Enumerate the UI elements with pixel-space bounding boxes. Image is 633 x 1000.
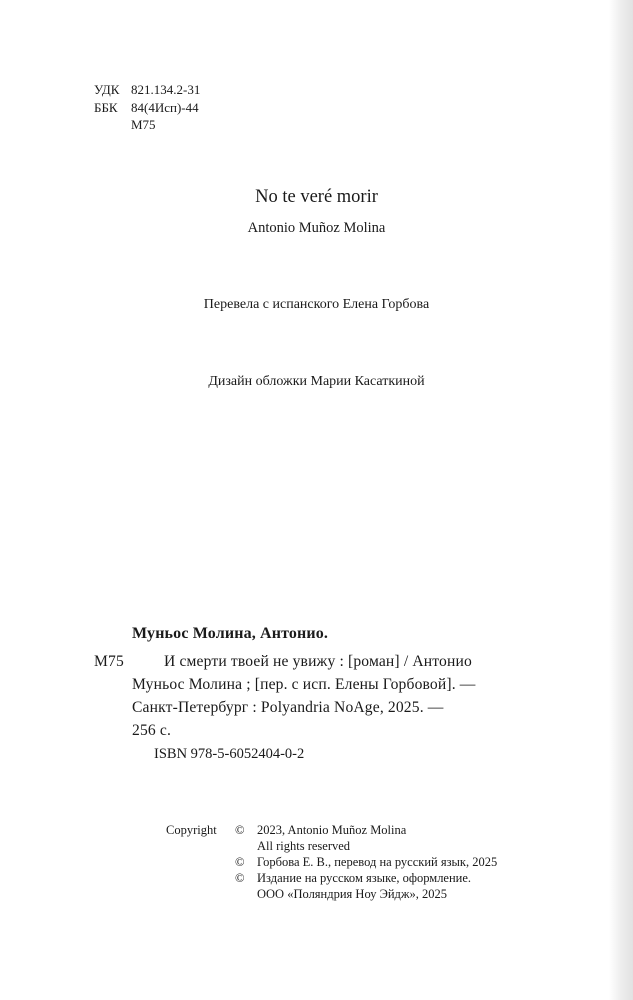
- copyright-text: Издание на русском языке, оформление.: [257, 871, 472, 885]
- author-mark-row: [94, 116, 200, 134]
- copyright-symbol: [235, 838, 257, 854]
- copyright-line: [235, 838, 497, 854]
- bbk-value: 84(4Исп)-44: [131, 99, 199, 115]
- copyright-line: [235, 822, 497, 838]
- udk-value: 821.134.2-31: [131, 82, 201, 97]
- copyright-text: Горбова Е. В., перевод на русский язык, 2025: [257, 855, 498, 869]
- original-title: No te veré morir: [255, 187, 378, 207]
- udk-row: [94, 81, 200, 99]
- catalog-card-code: М75: [94, 653, 124, 670]
- classification-block: [94, 81, 200, 134]
- copyright-symbol: ©: [235, 871, 245, 885]
- catalog-card-line: 256 с.: [132, 722, 172, 739]
- copyright-text: All rights reserved: [257, 839, 351, 853]
- copyright-symbol: ©: [235, 855, 245, 869]
- bbk-label: ББК: [94, 99, 118, 115]
- translator-credit: Перевела с испанского Елена Горбова: [203, 297, 430, 312]
- copyright-lines: [235, 822, 497, 902]
- copyright-text: 2023, Antonio Muñoz Molina: [257, 823, 407, 837]
- copyright-line: [235, 854, 497, 870]
- isbn: ISBN 978-5-6052404-0-2: [154, 746, 305, 762]
- catalog-card-line: Муньос Молина ; [пер. с исп. Елены Горбовой]. —: [132, 676, 476, 693]
- copyright-line: [235, 886, 497, 902]
- bbk-row: [94, 99, 200, 117]
- cover-design-credit: Дизайн обложки Марии Касаткиной: [208, 374, 425, 389]
- copyright-line: [235, 870, 497, 886]
- copyright-label: Copyright: [166, 823, 217, 837]
- udk-label: УДК: [94, 82, 120, 97]
- original-author: Antonio Muñoz Molina: [247, 220, 386, 236]
- author-mark: М75: [131, 117, 156, 132]
- copyright-text: ООО «Поляндрия Ноу Эйдж», 2025: [257, 887, 448, 901]
- copyright-symbol: [235, 886, 257, 902]
- copyright-symbol: ©: [235, 823, 245, 837]
- page-fold-shadow: [609, 0, 633, 1000]
- catalog-card-line: И смерти твоей не увижу : [роман] / Антонио: [164, 653, 472, 670]
- catalog-card-heading: Муньос Молина, Антонио.: [132, 625, 329, 642]
- catalog-card-line: Санкт-Петербург : Polyandria NoAge, 2025. —: [132, 699, 444, 716]
